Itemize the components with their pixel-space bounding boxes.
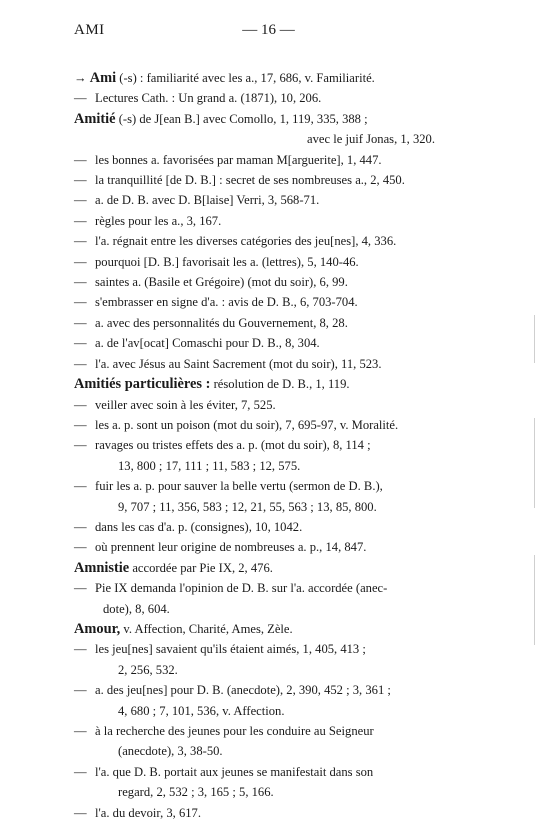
headword-amities: Amitiés particulières : — [74, 376, 211, 393]
subentry-text: s'embrasser en signe d'a. : avis de D. B., 6, 703-704. — [95, 295, 358, 310]
running-head: AMI — [74, 22, 105, 38]
subentry-text: l'a. que D. B. portait aux jeunes se manifestait dans son — [95, 764, 374, 779]
subentry: — dans les cas d'a. p. (consignes), 10, 1042. — [74, 519, 303, 534]
subentry-text: a. des jeu[nes] pour D. B. (anecdote), 2, 390, 452 ; 3, 361 ; — [95, 683, 391, 698]
continuation-line: 13, 800 ; 17, 111 ; 11, 583 ; 12, 575. — [118, 458, 301, 473]
subentry: — les bonnes a. favorisées par maman M[arguerite], 1, 447. — [74, 152, 382, 167]
subentry: — pourquoi [D. B.] favorisait les a. (lettres), 5, 140-46. — [74, 254, 359, 269]
page-number: — 16 — — [242, 22, 295, 38]
headword-amour: Amour, — [74, 620, 121, 637]
subentry-text: pourquoi [D. B.] favorisait les a. (lettres), 5, 140-46. — [95, 254, 359, 269]
entry-amour — [74, 619, 494, 639]
headword-amitie: Amitié — [74, 110, 116, 127]
subentry-text: les bonnes a. favorisées par maman M[arguerite], 1, 447. — [95, 152, 382, 167]
subentry: — saintes a. (Basile et Grégoire) (mot du soir), 6, 99. — [74, 275, 348, 290]
continuation-line: 2, 256, 532. — [118, 662, 178, 677]
subentry-text: l'a. du devoir, 3, 617. — [95, 805, 201, 820]
entry-text: (-s) de J[ean B.] avec Comollo, 1, 119, 335, 388 ; — [115, 111, 368, 126]
subentry: — l'a. régnait entre les diverses catégories des jeu[nes], 4, 336. — [74, 234, 397, 249]
subentry: — l'a. que D. B. portait aux jeunes se manifestait dans son — [74, 764, 374, 779]
subentry: — s'embrasser en signe d'a. : avis de D. B., 6, 703-704. — [74, 295, 358, 310]
subentry: — a. des jeu[nes] pour D. B. (anecdote), 2, 390, 452 ; 3, 361 ; — [74, 683, 391, 698]
subentry: — les a. p. sont un poison (mot du soir), 7, 695-97, v. Moralité. — [74, 417, 399, 432]
subentry-text: les jeu[nes] savaient qu'ils étaient aimés, 1, 405, 413 ; — [95, 642, 366, 657]
subentry: — Pie IX demanda l'opinion de D. B. sur l'a. accordée (anec- — [74, 581, 388, 596]
continuation-line: regard, 2, 532 ; 3, 165 ; 5, 166. — [118, 785, 274, 800]
subentry: — a. de D. B. avec D. B[laise] Verri, 3, 568-71. — [74, 193, 320, 208]
subentry: — où prennent leur origine de nombreuses a. p., 14, 847. — [74, 540, 367, 555]
entry-text: (-s) : familiarité avec les a., 17, 686, v. Familiarité. — [116, 71, 375, 85]
subentry-text: a. avec des personnalités du Gouvernement, 8, 28. — [95, 315, 348, 330]
index-body — [74, 68, 494, 823]
subentry: — veiller avec soin à les éviter, 7, 525. — [74, 397, 276, 412]
subentry: — la tranquillité [de D. B.] : secret de ses nombreuses a., 2, 450. — [74, 173, 405, 188]
subentry: — règles pour les a., 3, 167. — [74, 213, 222, 228]
continuation-line: dote), 8, 604. — [103, 601, 170, 616]
subentry: — a. avec des personnalités du Gouvernement, 8, 28. — [74, 315, 348, 330]
subentry: — a. de l'av[ocat] Comaschi pour D. B., 8, 304. — [74, 336, 320, 351]
continuation-line: avec le juif Jonas, 1, 320. — [307, 132, 436, 147]
scan-edge-mark — [534, 555, 535, 645]
entry-amnistie — [74, 558, 494, 578]
subentry: — l'a. du devoir, 3, 617. — [74, 805, 201, 820]
subentry-text: fuir les a. p. pour sauver la belle vertu (sermon de D. B.), — [95, 479, 383, 494]
subentry-text: a. de l'av[ocat] Comaschi pour D. B., 8, 304. — [95, 336, 320, 351]
subentry: — les jeu[nes] savaient qu'ils étaient aimés, 1, 405, 413 ; — [74, 642, 366, 657]
subentry-text: ravages ou tristes effets des a. p. (mot du soir), 8, 114 ; — [95, 438, 371, 453]
subentry: — ravages ou tristes effets des a. p. (mot du soir), 8, 114 ; — [74, 438, 371, 453]
subentry-text: l'a. avec Jésus au Saint Sacrement (mot du soir), 11, 523. — [95, 356, 382, 371]
subentry: — Lectures Cath. : Un grand a. (1871), 10, 206. — [74, 91, 322, 106]
headword-ami: Ami — [89, 70, 117, 86]
subentry-text: veiller avec soin à les éviter, 7, 525. — [95, 397, 276, 412]
entry-amities-particulieres — [74, 374, 494, 394]
subentry-text: la tranquillité [de D. B.] : secret de ses nombreuses a., 2, 450. — [95, 173, 405, 188]
subentry: — à la recherche des jeunes pour les conduire au Seigneur — [74, 724, 374, 738]
continuation-line: 4, 680 ; 7, 101, 536, v. Affection. — [118, 703, 285, 718]
subentry-text: saintes a. (Basile et Grégoire) (mot du soir), 6, 99. — [95, 275, 348, 290]
subentry-text: a. de D. B. avec D. B[laise] Verri, 3, 568-71. — [95, 193, 320, 208]
entry-amitie — [74, 109, 494, 129]
subentry-text: à la recherche des jeunes pour les conduire au Seigneur — [95, 724, 374, 738]
subentry-text: Lectures Cath. : Un grand a. (1871), 10, 206. — [95, 91, 322, 106]
subentry-text: dans les cas d'a. p. (consignes), 10, 1042. — [95, 519, 303, 534]
scan-edge-mark — [534, 315, 535, 363]
subentry-text: Pie IX demanda l'opinion de D. B. sur l'a. accordée (anec- — [95, 581, 388, 596]
entry-text: accordée par Pie IX, 2, 476. — [129, 560, 273, 575]
subentry: — l'a. avec Jésus au Saint Sacrement (mot du soir), 11, 523. — [74, 356, 382, 371]
entry-text: résolution de D. B., 1, 119. — [210, 377, 350, 392]
subentry-text: l'a. régnait entre les diverses catégories des jeu[nes], 4, 336. — [95, 234, 397, 249]
subentry-text: où prennent leur origine de nombreuses a. p., 14, 847. — [95, 540, 367, 555]
subentry-text: règles pour les a., 3, 167. — [95, 213, 222, 228]
entry-text: v. Affection, Charité, Ames, Zèle. — [120, 621, 293, 636]
scan-edge-mark — [534, 418, 535, 508]
entry-ami — [74, 68, 494, 88]
continuation-line: 9, 707 ; 11, 356, 583 ; 12, 21, 55, 563 ; 13, 85, 800. — [118, 499, 377, 514]
arrow-icon: → — [74, 71, 87, 85]
continuation-line: (anecdote), 3, 38-50. — [118, 744, 223, 759]
subentry-text: les a. p. sont un poison (mot du soir), 7, 695-97, v. Moralité. — [95, 417, 399, 432]
headword-amnistie: Amnistie — [74, 559, 130, 576]
subentry: — fuir les a. p. pour sauver la belle vertu (sermon de D. B.), — [74, 479, 383, 494]
